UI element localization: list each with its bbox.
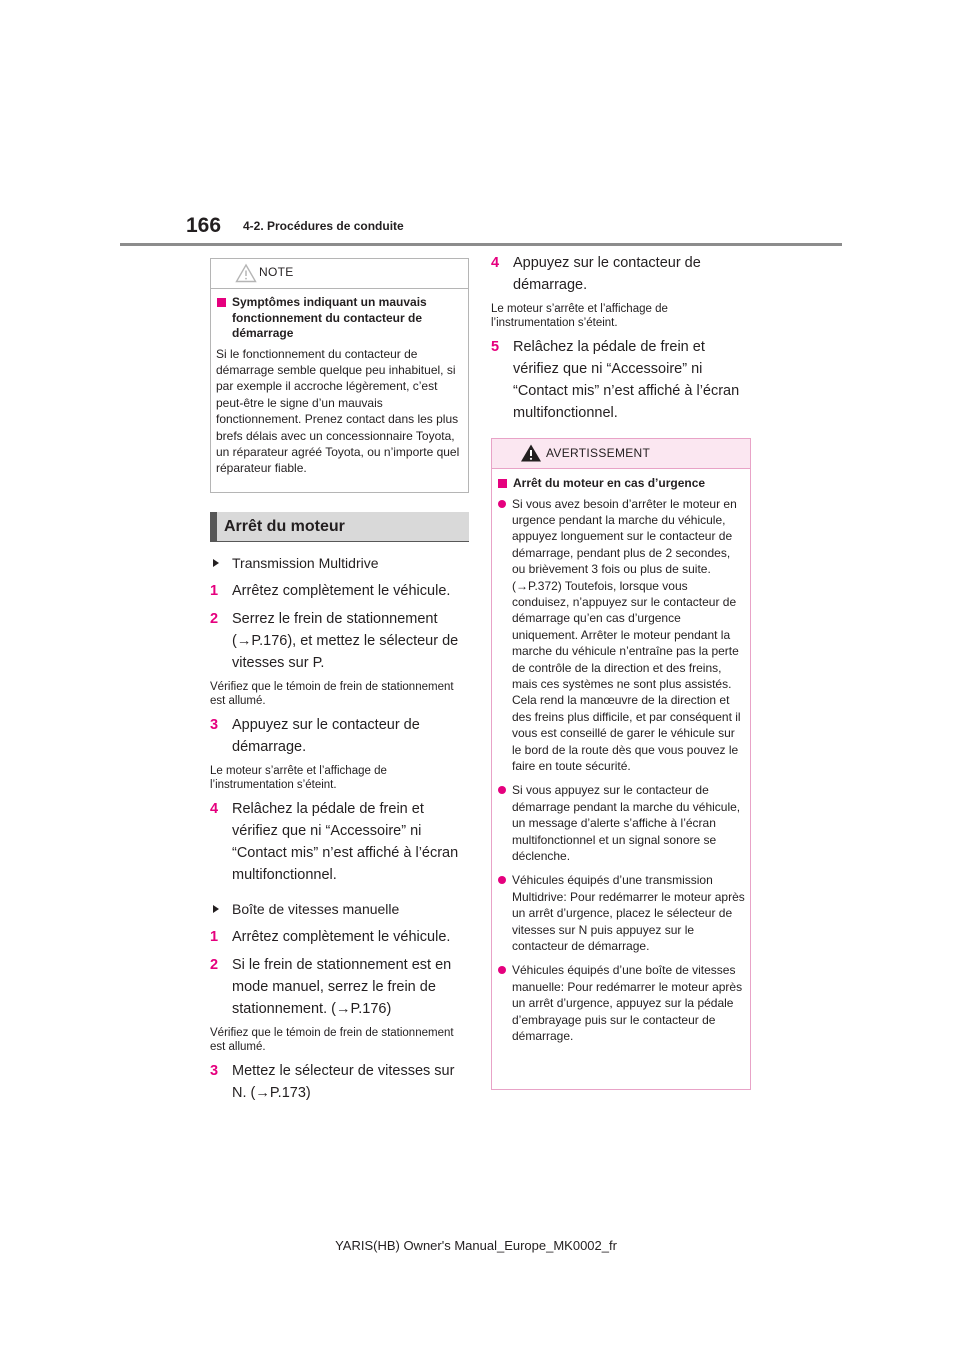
multidrive-step-4: 4 Relâchez la pédale de frein et vérifiez que ni “Accessoire” ni “Contact mis” n’est affiché à l’écran multifonctionnel. <box>210 801 459 883</box>
manual-title: Boîte de vitesses manuelle <box>210 898 469 920</box>
multidrive-title: Transmission Multidrive <box>210 552 469 574</box>
square-bullet-icon <box>217 298 226 307</box>
footer: YARIS(HB) Owner's Manual_Europe_MK0002_fr <box>335 1238 617 1253</box>
manual-step-2-note: Vérifiez que le témoin de frein de stationnement est allumé. <box>210 1027 454 1053</box>
manual-step-5: 5 Relâchez la pédale de frein et vérifiez que ni “Accessoire” ni “Contact mis” n’est affiché à l’écran multifonctionnel. <box>491 339 740 421</box>
warning-label: AVERTISSEMENT <box>546 446 651 460</box>
manual-step-2: 2 Si le frein de stationnement est en mode manuel, serrez le frein de stationnement. (→P.176) <box>210 957 452 1017</box>
header-rule <box>120 243 842 246</box>
warning-header <box>492 439 750 469</box>
manual-step-3: 3 Mettez le sélecteur de vitesses sur N. (→P.173) <box>210 1063 455 1101</box>
caution-outline-icon <box>235 263 257 283</box>
note-header <box>211 259 468 289</box>
warning-item-2: Si vous appuyez sur le contacteur de démarrage pendant la marche du véhicule, un message d’alerte s’affiche à l’écran multifonctionnel et un signal sonore se déclenche. <box>497 782 746 864</box>
circle-bullet-icon <box>498 786 506 794</box>
multidrive-step-2-note: Vérifiez que le témoin de frein de stationnement est allumé. <box>210 681 454 707</box>
warning-item-4: Véhicules équipés d’une boîte de vitesses manuelle: Pour redémarrer le moteur après un arrêt d’urgence, appuyez sur la pédale d’embrayage puis sur le contacteur de démarrage. <box>497 962 746 1044</box>
multidrive-step-2: 2 Serrez le frein de stationnement (→P.176), et mettez le sélecteur de vitesses sur P. <box>210 611 459 671</box>
triangle-bullet-icon <box>213 559 219 567</box>
heading-arret-du-moteur: Arrêt du moteur <box>210 512 469 542</box>
warning-item-1: Si vous avez besoin d’arrêter le moteur en urgence pendant la marche du véhicule, appuyez longuement sur le contacteur de démarrage, pendant plus de 2 secondes, ou brièvement 3 fois ou plus de suite. (→P.372) Toutefois, lorsque vous conduisez, n’appuyez sur le contacteur de démarrage qu’en cas d’urgence uniquement. Arrêter le moteur pendant la marche du véhicule n’entraîne pas la perte de contrôle de la direction et des freins, mais ces systèmes ne sont plus assistés. Cela rend la manœuvre de la direction et des freins plus difficile, et par conséquent il vous est conseillé de garer le véhicule sur le bord de la route dès que vous pouvez le faire en toute sécurité. <box>497 496 746 775</box>
multidrive-step-1: 1 Arrêtez complètement le véhicule. <box>210 583 451 599</box>
left-column <box>210 258 469 1104</box>
circle-bullet-icon <box>498 500 506 508</box>
note-body: Si le fonctionnement du contacteur de démarrage semble quelque peu inhabituel, si par exemple il accroche légèrement, c’est peut-être le signe d’un mauvais fonctionnement. Prenez contact dans les plus brefs délais avec un concessionnaire Toyota, un réparateur agréé Toyota, ou n’importe quel réparateur fiable. <box>216 346 460 476</box>
square-bullet-icon <box>498 479 507 488</box>
multidrive-step-3-note: Le moteur s’arrête et l’affichage de l’instrumentation s’éteint. <box>210 765 387 791</box>
note-subheading: Symptômes indiquant un mauvais fonctionnement du contacteur de démarrage <box>216 295 463 342</box>
warning-icon <box>520 443 542 463</box>
page-number: 166 <box>186 214 222 237</box>
circle-bullet-icon <box>498 876 506 884</box>
manual-step-4-note: Le moteur s’arrête et l’affichage de l’instrumentation s’éteint. <box>491 303 668 329</box>
right-column <box>491 252 751 1090</box>
section-title: 4-2. Procédures de conduite <box>243 219 404 233</box>
note-label: NOTE <box>259 265 294 279</box>
manual-step-4: 4 Appuyez sur le contacteur de démarrage. <box>491 255 701 293</box>
multidrive-step-3: 3 Appuyez sur le contacteur de démarrage. <box>210 717 420 755</box>
warning-box <box>491 438 751 1090</box>
note-box <box>210 258 469 493</box>
manual-step-1: 1 Arrêtez complètement le véhicule. <box>210 929 451 945</box>
warning-item-3: Véhicules équipés d’une transmission Multidrive: Pour redémarrer le moteur après un arrêt d’urgence, placez le sélecteur de vitesses sur N puis appuyez sur le contacteur de démarrage. <box>497 872 746 954</box>
warning-subheading: Arrêt du moteur en cas d’urgence <box>497 476 746 492</box>
triangle-bullet-icon <box>213 905 219 913</box>
circle-bullet-icon <box>498 966 506 974</box>
